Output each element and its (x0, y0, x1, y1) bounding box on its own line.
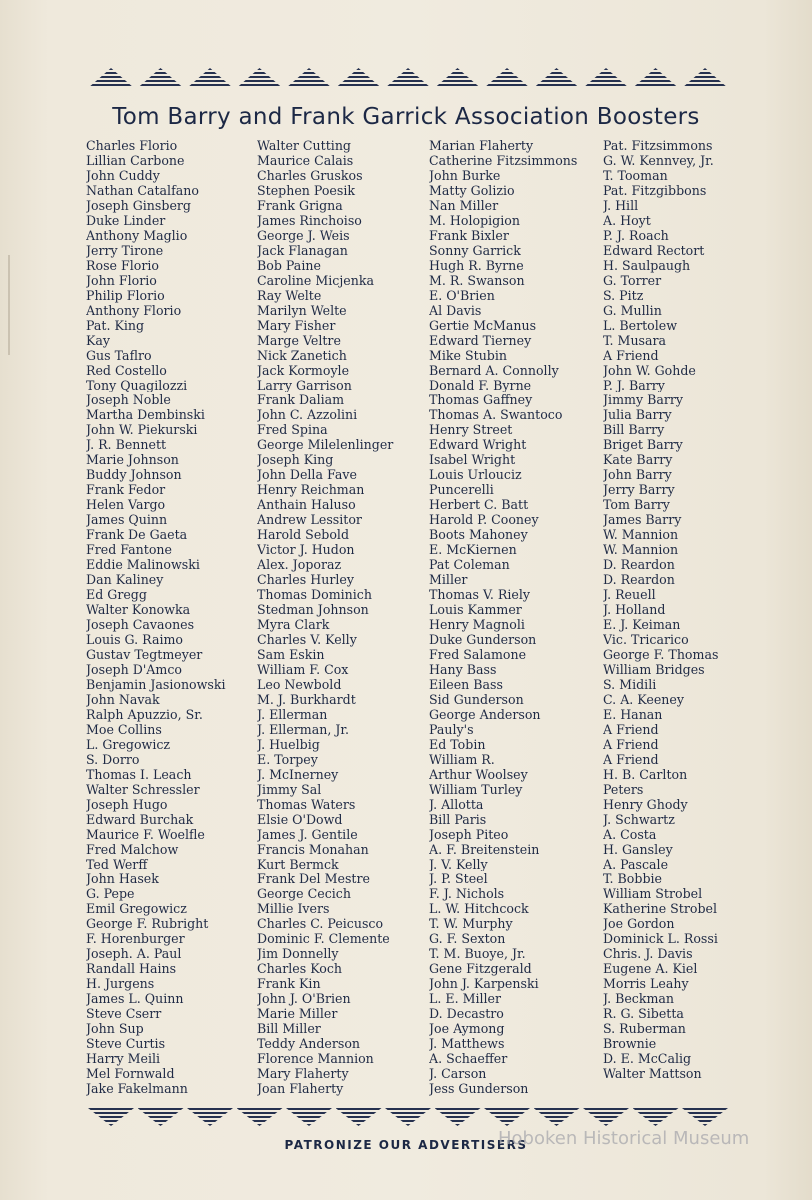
booster-name: Marilyn Welte (257, 302, 347, 318)
booster-name: Walter Konowka (86, 602, 191, 617)
footer-slogan: PATRONIZE OUR ADVERTISERS (284, 1138, 528, 1152)
booster-name: John Burke (429, 167, 501, 183)
booster-name: John C. Azzolini (257, 407, 358, 423)
booster-name: A. F. Breitenstein (429, 841, 540, 857)
booster-name: Katherine Strobel (603, 901, 717, 917)
booster-name: J. Schwartz (603, 811, 675, 827)
booster-name: Thomas Gaffney (429, 392, 533, 408)
booster-name: Frank Kin (257, 976, 321, 992)
booster-name: T. W. Murphy (429, 916, 513, 932)
booster-name: Joseph Hugo (86, 796, 168, 812)
booster-name: M. Holopigion (429, 212, 520, 228)
triangle-ornament (138, 68, 184, 88)
booster-name: G. Pepe (86, 886, 135, 902)
booster-name: Jack Kormoyle (257, 362, 350, 378)
booster-name: Joseph Noble (86, 392, 171, 408)
triangle-ornament (88, 1108, 134, 1126)
page-crease (8, 255, 20, 355)
booster-name: Ray Welte (257, 287, 322, 303)
booster-name: Myra Clark (257, 617, 330, 632)
booster-name: Anthony Maglio (86, 227, 188, 243)
booster-name: Leo Newbold (257, 676, 342, 692)
booster-name: Emil Gregowicz (86, 901, 187, 917)
triangle-ornament (385, 68, 431, 88)
booster-name: A. Costa (603, 826, 657, 842)
booster-name: Eddie Malinowski (86, 557, 200, 573)
booster-name: J. Holland (603, 602, 666, 617)
triangle-ornament (534, 68, 580, 88)
booster-name: A. Hoyt (603, 212, 651, 228)
booster-name: Puncerelli (429, 482, 494, 498)
booster-name: Helen Vargo (86, 497, 166, 513)
booster-name: Kurt Bermck (257, 856, 339, 872)
triangle-ornament (286, 68, 332, 88)
booster-name: A Friend (603, 347, 659, 363)
booster-name: Joe Aymong (429, 1021, 505, 1037)
booster-name: E. O'Brien (429, 287, 495, 303)
name-column-1 (86, 138, 258, 1096)
booster-name: Harry Meili (86, 1051, 161, 1067)
booster-name: Louis Urlouciz (429, 467, 522, 483)
booster-name: L. Gregowicz (86, 736, 171, 752)
booster-name: P. J. Barry (603, 377, 665, 393)
booster-name: John J. Karpenski (429, 976, 539, 992)
booster-name: Jerry Tirone (86, 242, 164, 258)
booster-name: Jim Donnelly (257, 946, 339, 962)
booster-name: Pat. Fitzgibbons (603, 182, 707, 198)
booster-name: Edward Wright (429, 437, 527, 453)
booster-name: Mike Stubin (429, 347, 508, 363)
booster-name: Kay (86, 332, 111, 348)
booster-name: G. Torrer (603, 272, 662, 288)
booster-name: Charles Florio (86, 138, 178, 153)
booster-name: T. M. Buoye, Jr. (429, 946, 526, 962)
booster-name: J. Allotta (429, 796, 484, 812)
booster-name: Elsie O'Dowd (257, 811, 343, 827)
booster-name: S. Midili (603, 676, 657, 692)
booster-name: Charles Koch (257, 961, 343, 977)
booster-name: Philip Florio (86, 287, 165, 303)
booster-name: John Navak (86, 691, 160, 707)
booster-name: J. R. Bennett (86, 437, 167, 453)
booster-name: John J. O'Brien (257, 991, 351, 1007)
triangle-ornament (484, 1108, 530, 1126)
booster-name: Martha Dembinski (86, 407, 205, 423)
booster-name: Arthur Woolsey (429, 766, 528, 782)
booster-name: Catherine Fitzsimmons (429, 152, 578, 168)
triangle-ornament (336, 68, 382, 88)
booster-name: Marie Miller (257, 1006, 338, 1022)
name-column-4 (603, 138, 775, 1081)
booster-name: Sam Eskin (257, 646, 325, 662)
booster-name: Alex. Joporaz (257, 557, 342, 573)
booster-name: Charles Hurley (257, 572, 354, 588)
booster-name: Frank Bixler (429, 227, 509, 243)
booster-name: Teddy Anderson (257, 1036, 361, 1052)
booster-name: Bill Paris (429, 811, 487, 827)
booster-name: Pat. King (86, 317, 145, 333)
booster-name: W. Mannion (603, 527, 679, 543)
triangle-ornament (682, 1108, 728, 1126)
triangle-ornament (138, 1108, 184, 1126)
booster-name: G. Mullin (603, 302, 662, 318)
booster-name: Frank Grigna (257, 197, 343, 213)
booster-name: H. Saulpaugh (603, 257, 691, 273)
booster-name: Fred Fantone (86, 542, 172, 558)
booster-name: Mel Fornwald (86, 1066, 175, 1082)
booster-name: L. Bertolew (603, 317, 678, 333)
booster-name: Moe Collins (86, 721, 162, 737)
booster-name: Joan Flaherty (257, 1081, 344, 1096)
boosters-list (86, 138, 746, 1098)
booster-name: J. Beckman (603, 991, 675, 1007)
booster-name: Herbert C. Batt (429, 497, 529, 513)
booster-name: E. Hanan (603, 706, 663, 722)
booster-name: J. McInerney (257, 766, 339, 782)
triangle-ornament (435, 68, 481, 88)
booster-name: Thomas I. Leach (86, 766, 192, 782)
booster-name: J. Reuell (603, 587, 656, 603)
booster-name: Tom Barry (603, 497, 670, 513)
booster-name: Julia Barry (603, 407, 672, 423)
booster-name: Randall Hains (86, 961, 177, 977)
booster-name: John W. Gohde (603, 362, 696, 378)
booster-name: G. F. Sexton (429, 931, 506, 947)
booster-name: Pat Coleman (429, 557, 510, 573)
triangle-ornament (385, 1108, 431, 1126)
booster-name: Mary Fisher (257, 317, 336, 333)
booster-name: Dan Kaliney (86, 572, 164, 588)
booster-name: W. Mannion (603, 542, 679, 558)
booster-name: Gene Fitzgerald (429, 961, 532, 977)
triangle-ornament (88, 68, 134, 88)
booster-name: Red Costello (86, 362, 167, 378)
booster-name: D. E. McCalig (603, 1051, 692, 1067)
booster-name: Thomas V. Riely (429, 587, 531, 603)
booster-name: H. Gansley (603, 841, 673, 857)
booster-name: Fred Spina (257, 422, 328, 438)
booster-name: Fred Malchow (86, 841, 179, 857)
triangle-ornament (187, 68, 233, 88)
booster-name: Al Davis (429, 302, 482, 318)
booster-name: Walter Cutting (257, 138, 351, 153)
triangle-ornament (237, 1108, 283, 1126)
booster-name: Steve Cserr (86, 1006, 162, 1022)
triangle-ornament (336, 1108, 382, 1126)
booster-name: E. McKiernen (429, 542, 517, 558)
booster-name: M. J. Burkhardt (257, 691, 356, 707)
booster-name: A. Schaeffer (429, 1051, 508, 1067)
booster-name: Anthony Florio (86, 302, 182, 318)
booster-name: S. Ruberman (603, 1021, 686, 1037)
booster-name: Chris. J. Davis (603, 946, 693, 962)
booster-name: Walter Schressler (86, 781, 200, 797)
booster-name: William Strobel (603, 886, 703, 902)
booster-name: Jake Fakelmann (86, 1081, 188, 1096)
booster-name: Millie Ivers (257, 901, 330, 917)
booster-name: Hany Bass (429, 661, 497, 677)
booster-name: Miller (429, 572, 468, 588)
booster-name: James J. Gentile (257, 826, 358, 842)
booster-name: Rose Florio (86, 257, 159, 273)
booster-name: J. Ellerman (257, 706, 328, 722)
booster-name: Fred Salamone (429, 646, 527, 662)
booster-name: Thomas Waters (257, 796, 356, 812)
booster-name: Nan Miller (429, 197, 499, 213)
booster-name: Caroline Micjenka (257, 272, 374, 288)
booster-name: Frank Fedor (86, 482, 166, 498)
booster-name: George Milelenlinger (257, 437, 394, 453)
booster-name: Peters (603, 781, 644, 797)
booster-name: Frank Del Mestre (257, 871, 370, 887)
booster-name: John Florio (86, 272, 157, 288)
booster-name: Jack Flanagan (257, 242, 348, 258)
booster-name: J. Carson (429, 1066, 487, 1082)
booster-name: Bernard A. Connolly (429, 362, 559, 378)
booster-name: Steve Curtis (86, 1036, 166, 1052)
booster-name: Kate Barry (603, 452, 673, 468)
name-column-2 (257, 138, 429, 1096)
booster-name: Dominick L. Rossi (603, 931, 718, 947)
booster-name: P. J. Roach (603, 227, 669, 243)
booster-name: Walter Mattson (603, 1066, 702, 1082)
booster-name: A Friend (603, 721, 659, 737)
booster-name: Gertie McManus (429, 317, 537, 333)
booster-name: George J. Weis (257, 227, 350, 243)
triangle-ornament (583, 1108, 629, 1126)
booster-name: C. A. Keeney (603, 691, 684, 707)
booster-name: John Barry (603, 467, 672, 483)
triangle-ornament (435, 1108, 481, 1126)
booster-name: Frank Daliam (257, 392, 345, 408)
booster-name: Joseph Ginsberg (86, 197, 191, 213)
booster-name: Joe Gordon (603, 916, 675, 932)
booster-name: Joseph. A. Paul (86, 946, 182, 962)
booster-name: Bill Miller (257, 1021, 321, 1037)
booster-name: R. G. Sibetta (603, 1006, 684, 1022)
booster-name: Edward Tierney (429, 332, 532, 348)
booster-name: J. Hill (603, 197, 639, 213)
booster-name: Joseph King (257, 452, 334, 468)
booster-name: Florence Mannion (257, 1051, 374, 1067)
booster-name: S. Pitz (603, 287, 644, 303)
booster-name: Brownie (603, 1036, 657, 1052)
booster-name: J. Huelbig (257, 736, 320, 752)
booster-name: William F. Cox (257, 661, 349, 677)
booster-name: T. Bobbie (603, 871, 662, 887)
booster-name: F. Horenburger (86, 931, 185, 947)
triangle-ornament (534, 1108, 580, 1126)
booster-name: M. R. Swanson (429, 272, 525, 288)
booster-name: Ted Werff (86, 856, 148, 872)
booster-name: George F. Rubright (86, 916, 209, 932)
name-column-3 (429, 138, 601, 1096)
booster-name: Thomas A. Swantoco (429, 407, 563, 423)
booster-name: John Hasek (86, 871, 159, 887)
booster-name: James Barry (603, 512, 682, 528)
booster-name: Pat. Fitzsimmons (603, 138, 713, 153)
booster-name: Buddy Johnson (86, 467, 182, 483)
booster-name: E. J. Keiman (603, 617, 681, 632)
booster-name: Morris Leahy (603, 976, 689, 992)
booster-name: Hugh R. Byrne (429, 257, 524, 273)
booster-name: Louis Kammer (429, 602, 522, 617)
booster-name: Briget Barry (603, 437, 683, 453)
booster-name: Henry Magnoli (429, 617, 525, 632)
booster-name: J. Ellerman, Jr. (257, 721, 350, 737)
booster-name: Boots Mahoney (429, 527, 528, 543)
booster-name: D. Reardon (603, 572, 675, 588)
booster-name: S. Dorro (86, 751, 140, 767)
booster-name: Thomas Dominich (257, 587, 372, 603)
booster-name: James Rinchoiso (257, 212, 362, 228)
booster-name: James L. Quinn (86, 991, 184, 1007)
booster-name: Larry Garrison (257, 377, 352, 393)
booster-name: Charles C. Peicusco (257, 916, 384, 932)
booster-name: Ed Tobin (429, 736, 486, 752)
booster-name: A Friend (603, 751, 659, 767)
booster-name: Matty Golizio (429, 182, 515, 198)
booster-name: Nathan Catalfano (86, 182, 199, 198)
booster-name: Joseph Cavaones (86, 617, 195, 632)
booster-name: E. Torpey (257, 751, 318, 767)
booster-name: William R. (429, 751, 495, 767)
booster-name: Isabel Wright (429, 452, 516, 468)
booster-name: Charles Gruskos (257, 167, 363, 183)
booster-name: Vic. Tricarico (603, 631, 689, 647)
booster-name: John W. Piekurski (86, 422, 198, 438)
booster-name: J. Matthews (429, 1036, 505, 1052)
booster-name: Benjamin Jasionowski (86, 676, 226, 692)
booster-name: Maurice F. Woelfle (86, 826, 205, 842)
booster-name: A Friend (603, 736, 659, 752)
booster-name: John Della Fave (257, 467, 357, 483)
booster-name: Stephen Poesik (257, 182, 356, 198)
booster-name: D. Decastro (429, 1006, 504, 1022)
booster-name: D. Reardon (603, 557, 675, 573)
booster-name: George Anderson (429, 706, 541, 722)
booster-name: Gus Taflro (86, 347, 152, 363)
decorative-border-bottom (88, 1106, 728, 1126)
booster-name: Louis G. Raimo (86, 631, 183, 647)
booster-name: Henry Ghody (603, 796, 688, 812)
booster-name: H. Jurgens (86, 976, 155, 992)
booster-name: George Cecich (257, 886, 351, 902)
booster-name: William Bridges (603, 661, 705, 677)
triangle-ornament (633, 68, 679, 88)
booster-name: Jerry Barry (603, 482, 675, 498)
booster-name: Henry Reichman (257, 482, 365, 498)
booster-name: John Cuddy (86, 167, 160, 183)
booster-name: Henry Street (429, 422, 513, 438)
booster-name: J. V. Kelly (429, 856, 488, 872)
booster-name: Edward Rectort (603, 242, 705, 258)
booster-name: Sid Gunderson (429, 691, 524, 707)
booster-name: Andrew Lessitor (257, 512, 362, 528)
triangle-ornament (484, 68, 530, 88)
booster-name: George F. Thomas (603, 646, 719, 662)
triangle-ornament (237, 68, 283, 88)
booster-name: A. Pascale (603, 856, 669, 872)
booster-name: Eileen Bass (429, 676, 503, 692)
booster-name: Donald F. Byrne (429, 377, 532, 393)
booster-name: Stedman Johnson (257, 602, 369, 617)
booster-name: Marian Flaherty (429, 138, 534, 153)
booster-name: Jimmy Barry (603, 392, 683, 408)
booster-name: Marge Veltre (257, 332, 341, 348)
booster-name: Joseph D'Amco (86, 661, 182, 677)
booster-name: William Turley (429, 781, 523, 797)
booster-name: F. J. Nichols (429, 886, 505, 902)
booster-name: James Quinn (86, 512, 168, 528)
triangle-ornament (187, 1108, 233, 1126)
triangle-ornament (286, 1108, 332, 1126)
booster-name: Tony Quagilozzi (86, 377, 188, 393)
booster-name: Marie Johnson (86, 452, 179, 468)
booster-name: Francis Monahan (257, 841, 369, 857)
booster-name: Charles V. Kelly (257, 631, 357, 647)
booster-name: Maurice Calais (257, 152, 354, 168)
booster-name: T. Tooman (603, 167, 668, 183)
booster-name: Lillian Carbone (86, 152, 185, 168)
booster-name: John Sup (86, 1021, 144, 1037)
booster-name: Ralph Apuzzio, Sr. (86, 706, 203, 722)
triangle-ornament (583, 68, 629, 88)
booster-name: Duke Linder (86, 212, 166, 228)
decorative-border-top (88, 66, 728, 88)
booster-name: Anthain Haluso (257, 497, 356, 513)
booster-name: Bob Paine (257, 257, 321, 273)
triangle-ornament (682, 68, 728, 88)
booster-name: H. B. Carlton (603, 766, 688, 782)
booster-name: Frank De Gaeta (86, 527, 188, 543)
booster-name: L. W. Hitchcock (429, 901, 529, 917)
booster-name: Ed Gregg (86, 587, 147, 603)
booster-name: Harold P. Cooney (429, 512, 539, 528)
booster-name: Jimmy Sal (257, 781, 322, 797)
museum-watermark: Hoboken Historical Museum (498, 1128, 750, 1149)
booster-name: Victor J. Hudon (257, 542, 355, 558)
booster-name: L. E. Miller (429, 991, 502, 1007)
booster-name: Eugene A. Kiel (603, 961, 698, 977)
triangle-ornament (633, 1108, 679, 1126)
booster-name: J. P. Steel (429, 871, 488, 887)
booster-name: Mary Flaherty (257, 1066, 349, 1082)
booster-name: Nick Zanetich (257, 347, 347, 363)
booster-name: Dominic F. Clemente (257, 931, 390, 947)
booster-name: T. Musara (603, 332, 667, 348)
booster-name: Harold Sebold (257, 527, 349, 543)
booster-name: Duke Gunderson (429, 631, 537, 647)
booster-name: G. W. Kennvey, Jr. (603, 152, 714, 168)
booster-name: Gustav Tegtmeyer (86, 646, 203, 662)
booster-name: Sonny Garrick (429, 242, 521, 258)
booster-name: Joseph Piteo (429, 826, 509, 842)
page-title: Tom Barry and Frank Garrick Association Boosters (112, 104, 700, 130)
booster-name: Bill Barry (603, 422, 665, 438)
booster-name: Pauly's (429, 721, 474, 737)
booster-name: Jess Gunderson (429, 1081, 529, 1096)
booster-name: Edward Burchak (86, 811, 194, 827)
